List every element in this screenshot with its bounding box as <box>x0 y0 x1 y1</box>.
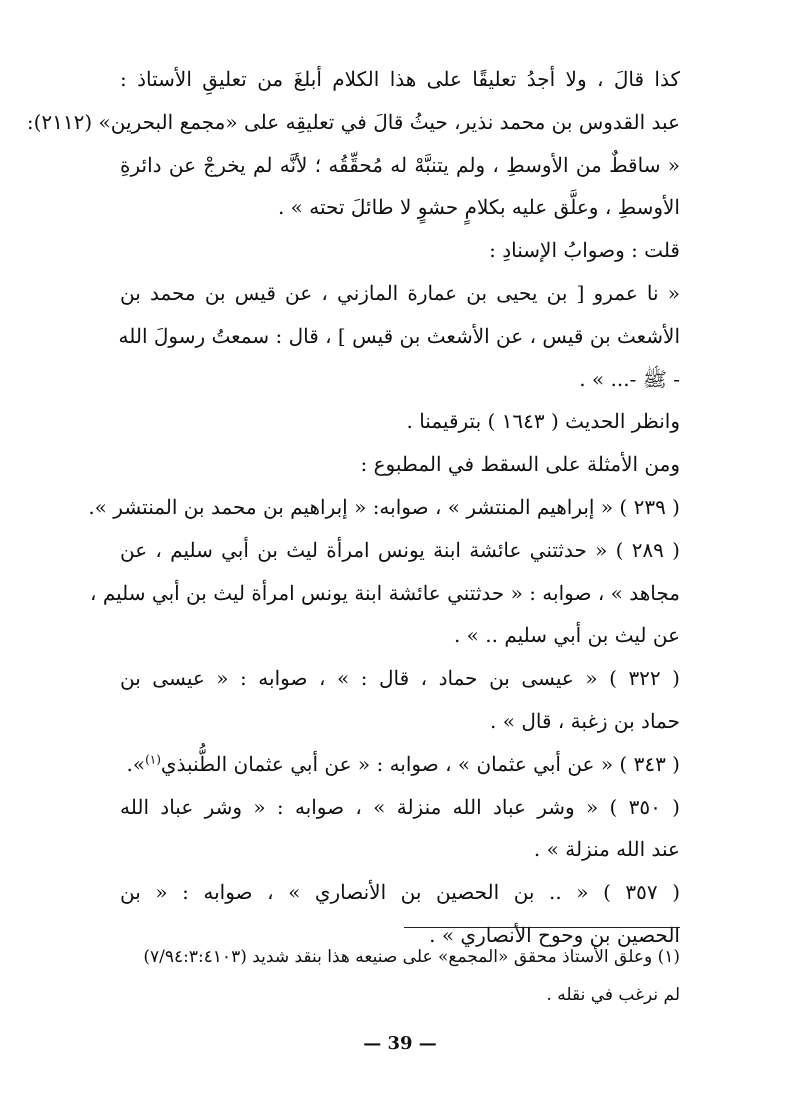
text-line: الأوسطِ ، وعلَّق عليه بكلامٍ حشوٍ لا طائلَ تحته » . <box>277 195 680 220</box>
text-line: « ساقطٌ من الأوسطِ ، ولم يتنبَّهْ له مُحقِّقُه ؛ لأنَّه لم يخرجْ عن دائرةِ <box>120 152 680 177</box>
text-line: ( ٢٨٩ ) « حدثتني عائشة ابنة يونس امرأة ليث بن أبي سليم ، عن <box>120 537 680 562</box>
text-line: قلت : وصوابُ الإسنادِ : <box>489 238 680 263</box>
page-number: — 39 — <box>363 1033 437 1054</box>
text-line: ( ٢٣٩ ) « إبراهيم المنتشر » ، صوابه: « إبراهيم بن محمد بن المنتشر ». <box>88 494 680 519</box>
text-line: حماد بن زغبة ، قال » . <box>490 708 680 733</box>
text-line: « نا عمرو [ بن يحيى بن عمارة المازني ، عن قيس بن محمد بن <box>120 280 680 305</box>
footnote-divider <box>404 927 680 928</box>
text-line: - ﷺ -... » . <box>579 366 680 391</box>
text-line: ( ٣٥٧ ) « .. بن الحصين بن الأنصاري » ، صوابه : « بن <box>120 880 680 905</box>
text-segment: ( ٣٤٣ ) « عن أبي عثمان » ، صوابه : « عن أبي عثمان الطُّنبذي <box>160 751 680 776</box>
footnote-marker: (١) <box>145 752 161 767</box>
text-line: وانظر الحديث ( ١٦٤٣ ) بترقيمنا . <box>406 409 680 434</box>
text-line: ( ٣٥٠ ) « وشر عباد الله منزلة » ، صوابه : « وشر عباد الله <box>120 794 680 819</box>
footnotes <box>120 938 680 1014</box>
text-line: مجاهد » ، صوابه : « حدثتني عائشة ابنة يونس امرأة ليث بن أبي سليم ، <box>90 580 680 605</box>
main-text <box>26 58 680 957</box>
text-line: ( ٣٢٢ ) « عيسى بن حماد ، قال : » ، صوابه : « عيسى بن <box>120 666 680 691</box>
text-line: عند الله منزلة » . <box>533 837 680 862</box>
text-line: كذا قالَ ، ولا أجدُ تعليقًا على هذا الكلام أبلغَ من تعليقِ الأستاذ : <box>120 67 680 91</box>
text-line: ومن الأمثلة على السقط في المطبوع : <box>360 452 680 477</box>
text-segment: ». <box>126 751 146 776</box>
footnote-line: لم نرغب في نقله . <box>546 985 680 1005</box>
footnote-line: (١) وعلق الأستاذ محقق «المجمع» على صنيعه هذا بنقد شديد (٧/٩٤:٣:٤١٠٣) <box>143 947 680 967</box>
text-line: عبد القدوس بن محمد نذير، حيثُ قالَ في تعليقِه على «مجمع البحرين» (٢١١٢): <box>26 109 680 134</box>
text-line: عن ليث بن أبي سليم .. » . <box>453 623 680 648</box>
text-line: الأشعث بن قيس ، عن الأشعث بن قيس ] ، قال : سمعتُ رسولَ الله <box>118 323 680 348</box>
text-line <box>120 743 680 786</box>
text-line: الحصين بن وحوح الأنصاري » . <box>429 922 680 947</box>
